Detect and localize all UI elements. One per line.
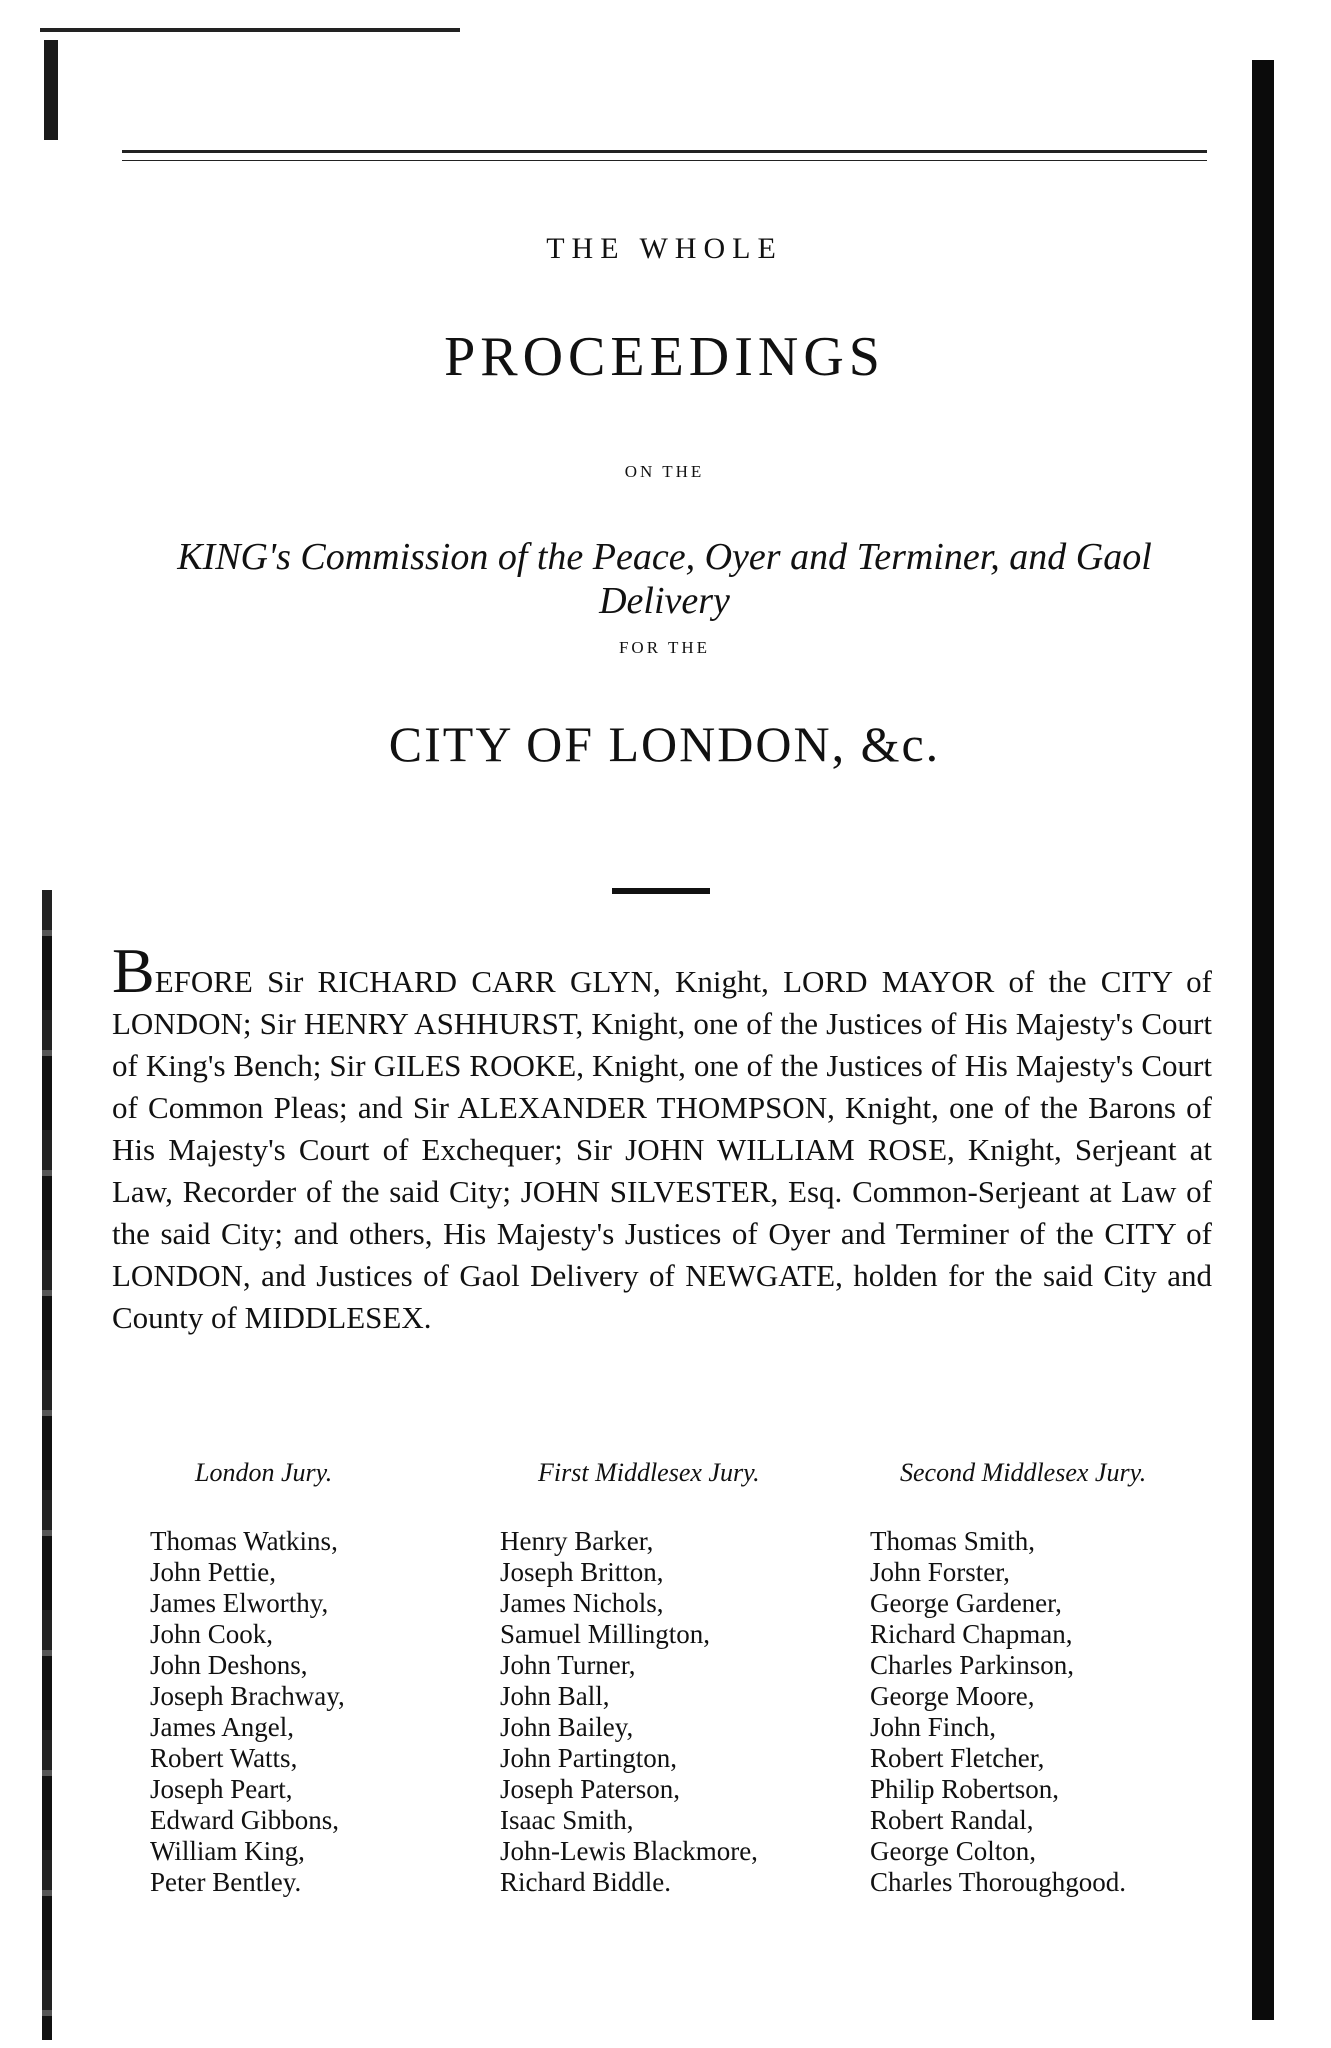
jury-list (500, 1526, 800, 1898)
list-item: John Turner, (500, 1650, 636, 1680)
list-item: John Ball, (500, 1681, 610, 1711)
page-title: PROCEEDINGS (444, 326, 885, 388)
list-item: Richard Biddle. (500, 1867, 671, 1897)
heading-the-whole: THE WHOLE (546, 232, 783, 265)
list-item: Robert Fletcher, (870, 1743, 1045, 1773)
jury-list (150, 1526, 450, 1898)
jury-heading: Second Middlesex Jury. (900, 1458, 1147, 1487)
section-divider (612, 888, 710, 894)
list-item: George Moore, (870, 1681, 1035, 1711)
header-double-rule-thick (122, 150, 1207, 153)
paragraph-text: EFORE Sir RICHARD CARR GLYN, Knight, LORD MAYOR of the CITY of LONDON; Sir HENRY ASHHURST, Knight, one of the Justices of His Majesty's Court of King's Bench; Sir GILES ROOKE, Knight, one of the Justices of His Majesty's Court of Common Pleas; and Sir ALEXANDER THOMPSON, Knight, one of the Barons of His Majesty's Court of Exchequer; Sir JOHN WILLIAM ROSE, Knight, Serjeant at Law, Recorder of the said City; JOHN SILVESTER, Esq. Common-Serjeant at Law of the said City; and others, His Majesty's Justices of Oyer and Terminer of the CITY of LONDON, and Justices of Gaol Delivery of NEWGATE, holden for the said City and County of MIDDLESEX. (112, 964, 1212, 1335)
list-item: George Colton, (870, 1836, 1036, 1866)
list-item: Samuel Millington, (500, 1619, 711, 1649)
list-item: Robert Randal, (870, 1805, 1034, 1835)
list-item: Thomas Watkins, (150, 1526, 338, 1556)
heading-city: CITY OF LONDON, &c. (388, 716, 941, 772)
list-item: John Forster, (870, 1557, 1010, 1587)
list-item: William King, (150, 1836, 305, 1866)
list-item: James Elworthy, (150, 1588, 329, 1618)
list-item: John Pettie, (150, 1557, 276, 1587)
list-item: Charles Parkinson, (870, 1650, 1074, 1680)
scan-artifact-left-edge (42, 890, 52, 2040)
list-item: James Nichols, (500, 1588, 664, 1618)
list-item: Richard Chapman, (870, 1619, 1073, 1649)
scan-artifact-right-edge (1252, 60, 1274, 2020)
list-item: John Cook, (150, 1619, 274, 1649)
list-item: John-Lewis Blackmore, (500, 1836, 758, 1866)
list-item: Philip Robertson, (870, 1774, 1060, 1804)
list-item: Peter Bentley. (150, 1867, 302, 1897)
list-item: Robert Watts, (150, 1743, 298, 1773)
jury-column-london (150, 1458, 450, 1898)
list-item: Joseph Britton, (500, 1557, 664, 1587)
jury-list (870, 1526, 1170, 1898)
list-item: George Gardener, (870, 1588, 1062, 1618)
heading-commission: KING's Commission of the Peace, Oyer and Terminer, and Gaol Delivery (177, 536, 1152, 622)
drop-cap: B (112, 935, 155, 1006)
list-item: John Bailey, (500, 1712, 634, 1742)
jury-heading: First Middlesex Jury. (538, 1458, 760, 1487)
list-item: Joseph Peart, (150, 1774, 293, 1804)
jury-column-first-middlesex (500, 1458, 800, 1898)
list-item: James Angel, (150, 1712, 294, 1742)
list-item: John Finch, (870, 1712, 997, 1742)
scan-artifact-top (40, 28, 460, 32)
list-item: John Deshons, (150, 1650, 308, 1680)
opening-paragraph (112, 935, 1212, 1339)
list-item: Joseph Paterson, (500, 1774, 680, 1804)
list-item: Isaac Smith, (500, 1805, 634, 1835)
heading-on-the: ON THE (624, 462, 705, 481)
jury-heading: London Jury. (195, 1458, 333, 1487)
list-item: John Partington, (500, 1743, 678, 1773)
scan-artifact-left-top (44, 40, 58, 140)
list-item: Edward Gibbons, (150, 1805, 339, 1835)
list-item: Charles Thoroughgood. (870, 1867, 1126, 1897)
jury-column-second-middlesex (870, 1458, 1170, 1898)
header-double-rule-thin (122, 160, 1207, 161)
list-item: Thomas Smith, (870, 1526, 1036, 1556)
list-item: Joseph Brachway, (150, 1681, 345, 1711)
heading-for-the: FOR THE (618, 638, 711, 657)
list-item: Henry Barker, (500, 1526, 654, 1556)
